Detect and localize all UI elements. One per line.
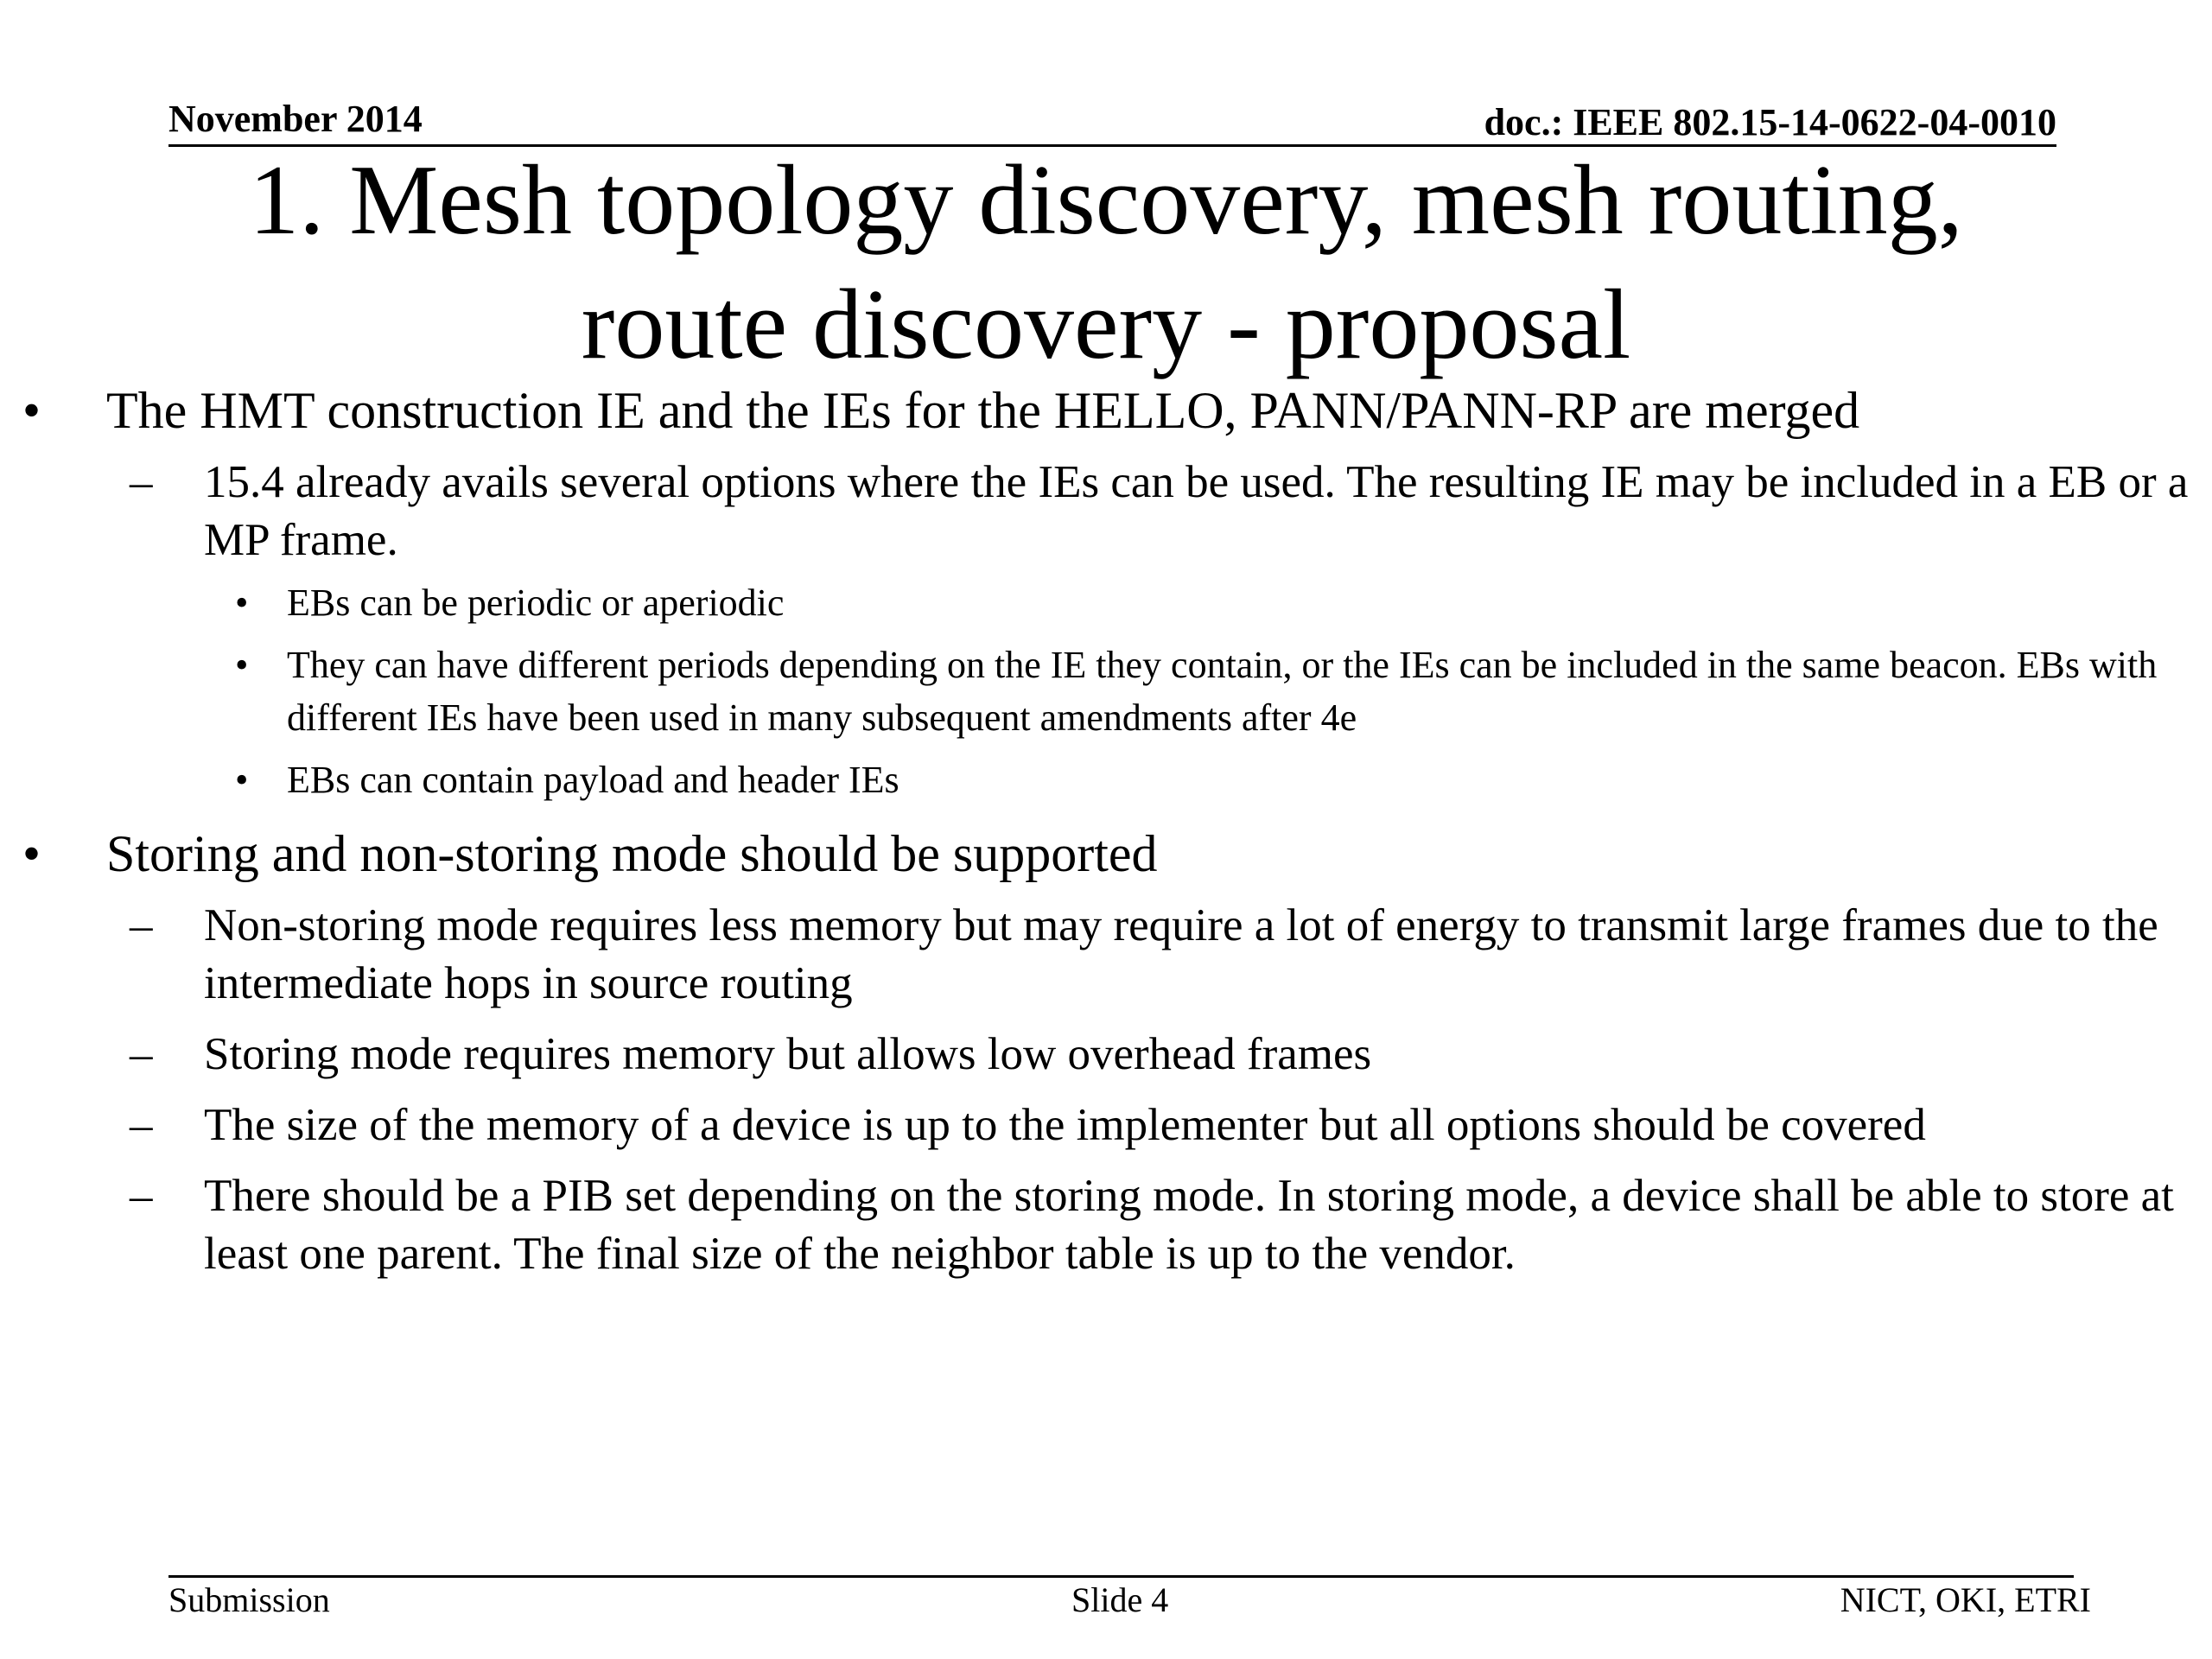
dash-symbol: – [130,1100,153,1150]
sub-sub-bullet-eb-periods [0,639,2195,744]
dash-symbol: – [130,457,153,507]
footer-divider [168,1575,2074,1578]
bullet-text: The HMT construction IE and the IEs for the HELLO, PANN/PANN-RP are merged [106,382,1860,439]
sub-bullet-text: Non-storing mode requires less memory but may require a lot of energy to transmit large frames due to the intermediate hops in source routing [204,900,2158,1008]
sub-bullet-text: Storing mode requires memory but allows low overhead frames [204,1029,1372,1079]
footer-submission: Submission [168,1580,330,1619]
slide-title-line-1: 1. Mesh topology discovery, mesh routing, [249,145,1963,256]
sub-sub-bullet-text: EBs can be periodic or aperiodic [287,582,785,624]
dash-symbol: – [130,1171,153,1221]
sub-bullet-pib-set [0,1167,2195,1283]
footer-authors: NICT, OKI, ETRI [1840,1580,2091,1619]
sub-bullet-ie-options [0,454,2195,569]
bullet-symbol: • [235,644,249,686]
footer-slide-number: Slide 4 [1071,1580,1169,1619]
header-date: November 2014 [168,98,423,140]
dash-symbol: – [130,1029,153,1079]
bullet-symbol: • [235,759,249,801]
bullet-storing-modes [0,823,2195,884]
bullet-symbol: • [22,382,41,439]
header-doc-id: doc.: IEEE 802.15-14-0622-04-0010 [1484,101,2056,143]
sub-bullet-memory-size [0,1096,2195,1154]
slide-title-line-2: route discovery - proposal [581,270,1631,380]
sub-bullet-text: There should be a PIB set depending on the storing mode. In storing mode, a device shall be able to store at least one parent. The final size of the neighbor table is up to the vendor. [204,1171,2174,1279]
bullet-symbol: • [22,825,41,882]
bullet-symbol: • [235,582,249,624]
bullet-hmt-merge [0,380,2195,441]
sub-bullet-text: The size of the memory of a device is up to the implementer but all options should be covered [204,1100,1926,1150]
bullet-text: Storing and non-storing mode should be supported [106,825,1158,882]
sub-bullet-non-storing [0,897,2195,1013]
sub-bullet-text: 15.4 already avails several options where the IEs can be used. The resulting IE may be included in a EB or a MP frame. [204,457,2189,565]
sub-sub-bullet-text: EBs can contain payload and header IEs [287,759,899,801]
slide-title [0,138,2212,387]
dash-symbol: – [130,900,153,950]
slide-body [0,380,2195,1283]
sub-sub-bullet-text: They can have different periods depending on the IE they contain, or the IEs can be included in the same beacon. EBs with different IEs have been used in many subsequent amendments after 4e [287,644,2158,739]
sub-sub-bullet-eb-periodic [0,576,2195,629]
sub-sub-bullet-eb-payload [0,753,2195,806]
sub-bullet-storing [0,1026,2195,1084]
